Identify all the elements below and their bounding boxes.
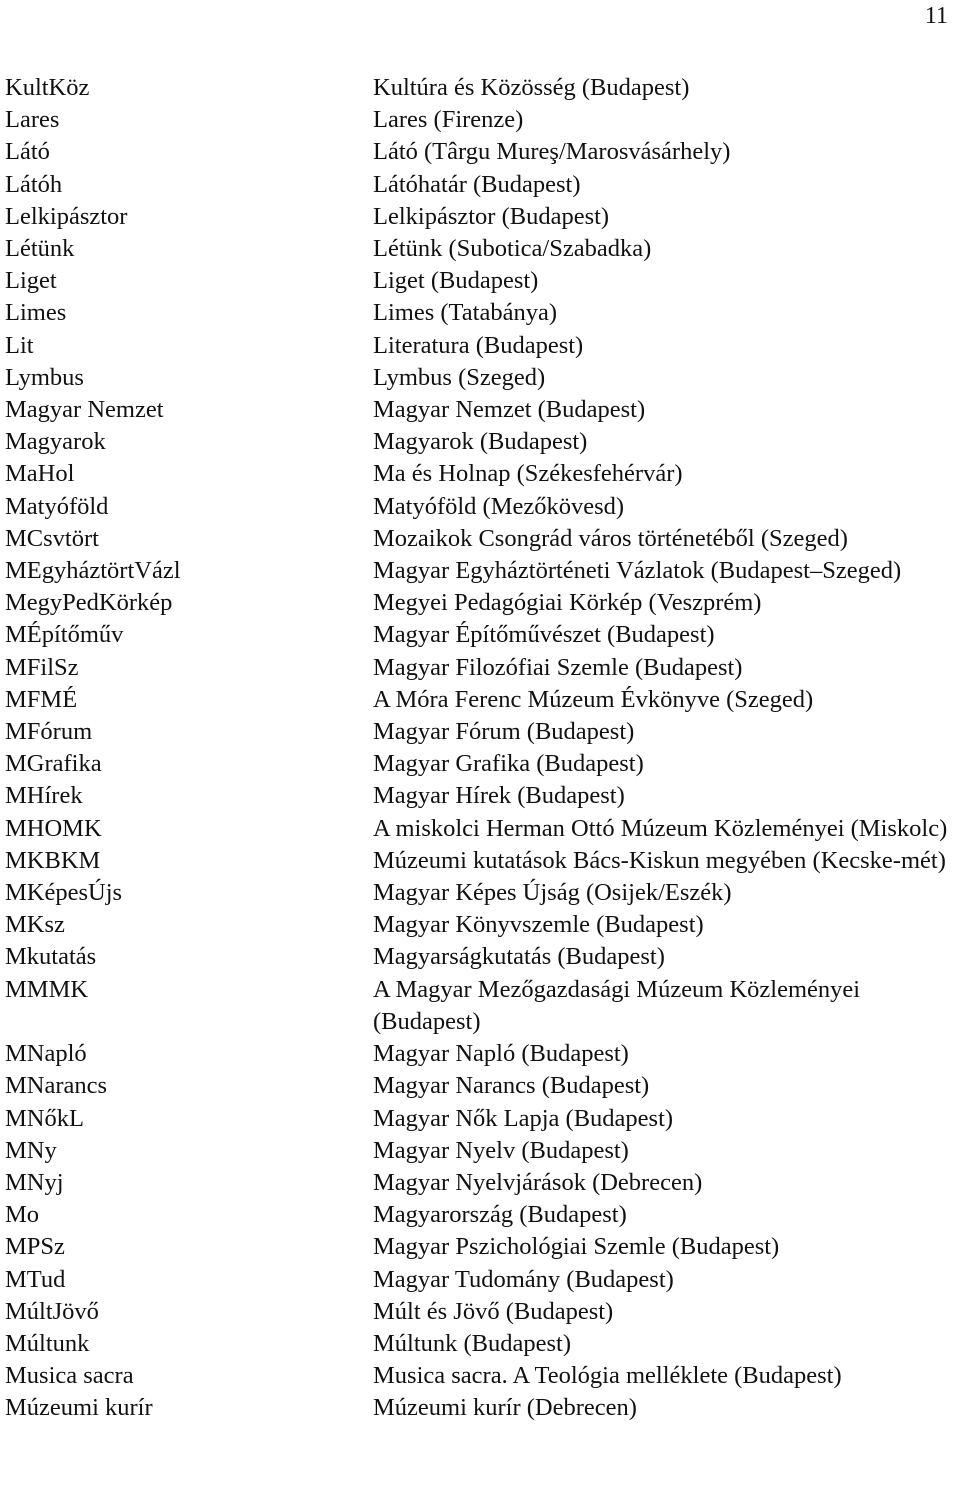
full-title: Matyóföld (Mezőkövesd): [373, 492, 625, 520]
list-item: [5, 716, 955, 748]
list-item: [5, 233, 955, 265]
full-title: Magyarország (Budapest): [373, 1201, 627, 1229]
full-title: Magyar Építőművészet (Budapest): [373, 621, 715, 649]
full-title: Ma és Holnap (Székesfehérvár): [373, 460, 683, 488]
list-item: [5, 1392, 955, 1424]
full-title: Lelkipásztor (Budapest): [373, 202, 610, 230]
abbreviation: MHOMK: [5, 814, 102, 842]
abbreviation: MNy: [5, 1136, 57, 1164]
full-title: Magyar Pszichológiai Szemle (Budapest): [373, 1233, 780, 1261]
abbreviation: MCsvtört: [5, 524, 99, 552]
list-item: [5, 1038, 955, 1070]
list-item: [5, 941, 955, 973]
list-item: [5, 1231, 955, 1263]
abbreviation: KultKöz: [5, 74, 90, 101]
list-item: [5, 169, 955, 201]
full-title: Magyar Nyelv (Budapest): [373, 1136, 629, 1164]
list-item: [5, 426, 955, 458]
abbreviation: Lelkipásztor: [5, 202, 128, 230]
abbreviation: MMMK: [5, 975, 89, 1003]
full-title: Létünk (Subotica/Szabadka): [373, 235, 652, 263]
abbreviation: Musica sacra: [5, 1362, 134, 1390]
abbreviation: Mkutatás: [5, 943, 97, 971]
abbreviation: MGrafika: [5, 750, 102, 778]
full-title: Magyar Nők Lapja (Budapest): [373, 1104, 674, 1132]
full-title: Magyarságkutatás (Budapest): [373, 943, 665, 971]
list-item: [5, 1070, 955, 1102]
full-title: Lares (Firenze): [373, 106, 524, 134]
list-item: [5, 136, 955, 168]
abbreviation: MKBKM: [5, 846, 101, 874]
list-item: [5, 845, 955, 877]
abbreviation: Látó: [5, 138, 50, 166]
abbreviation: Liget: [5, 267, 57, 295]
list-item: [5, 619, 955, 651]
full-title: Magyar Képes Újság (Osijek/Eszék): [373, 879, 732, 907]
full-title: Liget (Budapest): [373, 267, 539, 295]
list-item: [5, 297, 955, 329]
abbreviation-list: [5, 72, 955, 1425]
full-title: Látó (Târgu Mureş/Marosvásárhely): [373, 138, 731, 166]
abbreviation: MÉpítőműv: [5, 621, 124, 649]
list-item: [5, 201, 955, 233]
full-title: Magyar Narancs (Budapest): [373, 1072, 650, 1100]
full-title: Magyar Grafika (Budapest): [373, 750, 644, 778]
abbreviation: Lit: [5, 331, 34, 359]
full-title: A Magyar Mezőgazdasági Múzeum Közleményei (Budapest): [373, 975, 861, 1035]
list-item: [5, 555, 955, 587]
abbreviation: MNapló: [5, 1040, 87, 1068]
abbreviation: Múltunk: [5, 1329, 90, 1357]
full-title: Magyar Tudomány (Budapest): [373, 1265, 674, 1293]
full-title: Magyar Napló (Budapest): [373, 1040, 629, 1068]
abbreviation: Múzeumi kurír: [5, 1394, 153, 1422]
full-title: Magyar Nemzet (Budapest): [373, 396, 646, 424]
abbreviation: Lares: [5, 106, 60, 134]
abbreviation: MKsz: [5, 911, 65, 939]
abbreviation: Magyar Nemzet: [5, 396, 164, 424]
list-item: [5, 1167, 955, 1199]
full-title: Limes (Tatabánya): [373, 299, 557, 327]
abbreviation: MFMÉ: [5, 685, 78, 713]
abbreviation: Magyarok: [5, 428, 106, 456]
full-title: Magyar Filozófiai Szemle (Budapest): [373, 653, 743, 681]
full-title: A Móra Ferenc Múzeum Évkönyve (Szeged): [373, 685, 814, 713]
abbreviation: Mo: [5, 1201, 40, 1229]
abbreviation: MEgyháztörtVázl: [5, 557, 181, 585]
abbreviation: MFórum: [5, 718, 93, 746]
abbreviation: MúltJövő: [5, 1297, 99, 1325]
list-item: [5, 813, 955, 845]
list-item: [5, 1296, 955, 1328]
list-item: [5, 458, 955, 490]
list-item: [5, 1328, 955, 1360]
full-title: Magyarok (Budapest): [373, 428, 588, 456]
list-item: [5, 523, 955, 555]
full-title: Musica sacra. A Teológia melléklete (Budapest): [373, 1362, 842, 1390]
list-item: [5, 104, 955, 136]
list-item: [5, 780, 955, 812]
abbreviation: Matyóföld: [5, 492, 109, 520]
list-item: [5, 362, 955, 394]
list-item: [5, 974, 955, 1038]
list-item: [5, 394, 955, 426]
full-title: Mozaikok Csongrád város történetéből (Szeged): [373, 524, 848, 552]
abbreviation: MNyj: [5, 1168, 64, 1196]
full-title: Magyar Könyvszemle (Budapest): [373, 911, 704, 939]
full-title: Megyei Pedagógiai Körkép (Veszprém): [373, 589, 762, 617]
abbreviation: MaHol: [5, 460, 75, 488]
abbreviation: Látóh: [5, 170, 63, 198]
abbreviation: MHírek: [5, 782, 83, 810]
page-number: 11: [924, 3, 948, 29]
list-item: [5, 652, 955, 684]
list-item: [5, 1264, 955, 1296]
list-item: [5, 684, 955, 716]
full-title: Múzeumi kutatások Bács-Kiskun megyében (Kecske-mét): [373, 846, 946, 874]
full-title: Magyar Egyháztörténeti Vázlatok (Budapest–Szeged): [373, 557, 902, 585]
list-item: [5, 265, 955, 297]
list-item: [5, 1360, 955, 1392]
abbreviation: MPSz: [5, 1233, 65, 1261]
list-item: [5, 748, 955, 780]
abbreviation: Lymbus: [5, 363, 84, 391]
full-title: Látóhatár (Budapest): [373, 170, 581, 198]
abbreviation: MTud: [5, 1265, 66, 1293]
list-item: [5, 491, 955, 523]
full-title: Múzeumi kurír (Debrecen): [373, 1394, 637, 1422]
abbreviation: Limes: [5, 299, 67, 327]
abbreviation: MNőkL: [5, 1104, 84, 1132]
abbreviation: MegyPedKörkép: [5, 589, 173, 617]
full-title: Múltunk (Budapest): [373, 1329, 572, 1357]
full-title: Magyar Nyelvjárások (Debrecen): [373, 1168, 703, 1196]
list-item: [5, 1103, 955, 1135]
list-item: [5, 330, 955, 362]
full-title: Múlt és Jövő (Budapest): [373, 1297, 614, 1325]
full-title: Literatura (Budapest): [373, 331, 584, 359]
list-item: [5, 1199, 955, 1231]
list-item: [5, 72, 955, 104]
abbreviation: MFilSz: [5, 653, 79, 681]
list-item: [5, 877, 955, 909]
list-item: [5, 587, 955, 619]
list-item: [5, 1135, 955, 1167]
abbreviation: MNarancs: [5, 1072, 108, 1100]
full-title: Lymbus (Szeged): [373, 363, 546, 391]
full-title: Magyar Fórum (Budapest): [373, 718, 635, 746]
full-title: A miskolci Herman Ottó Múzeum Közleményei (Miskolc): [373, 814, 948, 842]
list-item: [5, 909, 955, 941]
full-title: Magyar Hírek (Budapest): [373, 782, 625, 810]
full-title: Kultúra és Közösség (Budapest): [373, 74, 690, 101]
abbreviation: MKépesÚjs: [5, 879, 123, 907]
abbreviation: Létünk: [5, 235, 75, 263]
